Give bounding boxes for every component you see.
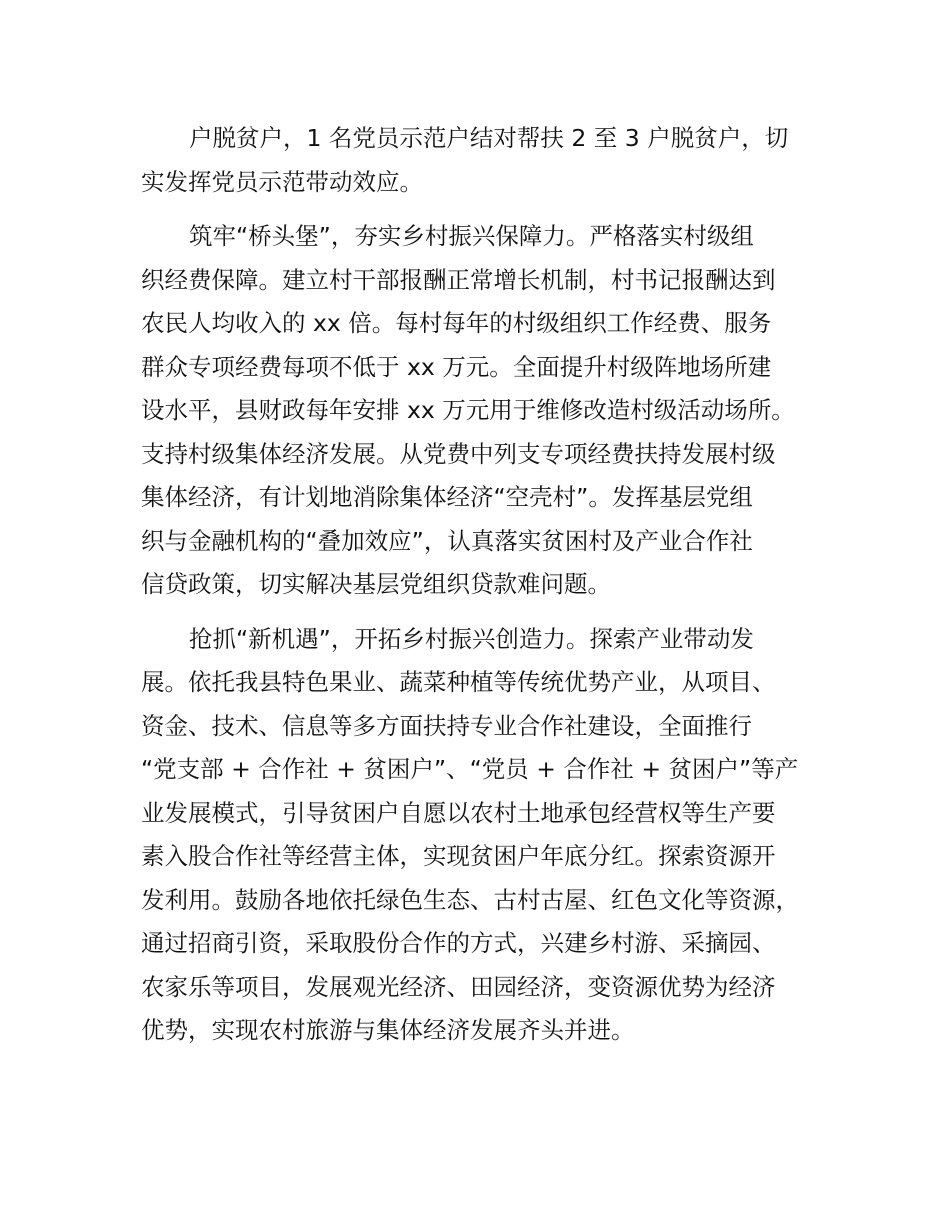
- text-line: 展。依托我县特色果业、蔬菜种植等传统优势产业，从项目、: [141, 668, 776, 696]
- text-line: 素入股合作社等经营主体，实现贫困户年底分红。探索资源开: [141, 842, 776, 870]
- text-line: 农民人均收入的 xx 倍。每村每年的村级组织工作经费、服务: [141, 309, 772, 337]
- text-line: 筑牢“桥头堡”，夯实乡村振兴保障力。严格落实村级组: [189, 222, 754, 250]
- text-line: 信贷政策，切实解决基层党组织贷款难问题。: [141, 570, 611, 598]
- text-line: 户脱贫户，1 名党员示范户结对帮扶 2 至 3 户脱贫户，切: [189, 124, 789, 152]
- paragraph-party-member-demonstration: [141, 117, 831, 204]
- text-line: 实发挥党员示范带动效应。: [141, 167, 423, 196]
- paragraph-bridgehead-guarantee: [141, 215, 831, 607]
- text-line: 优势，实现农村旅游与集体经济发展齐头并进。: [141, 1016, 635, 1044]
- paragraph-new-opportunities: [141, 618, 831, 1053]
- text-line: “党支部 + 合作社 + 贫困户”、“党员 + 合作社 + 贫困户”等产: [141, 755, 799, 783]
- text-line: 支持村级集体经济发展。从党费中列支专项经费扶持发展村级: [141, 439, 776, 468]
- text-line: 织经费保障。建立村干部报酬正常增长机制，村书记报酬达到: [141, 265, 776, 294]
- text-line: 业发展模式，引导贫困户自愿以农村土地承包经营权等生产要: [141, 798, 776, 827]
- text-line: 集体经济，有计划地消除集体经济“空壳村”。发挥基层党组: [141, 483, 753, 511]
- text-line: 抢抓“新机遇”，开拓乡村振兴创造力。探索产业带动发: [189, 624, 754, 653]
- text-line: 织与金融机构的“叠加效应”，认真落实贫困村及产业合作社: [141, 526, 753, 555]
- text-line: 群众专项经费每项不低于 xx 万元。全面提升村级阵地场所建: [141, 352, 772, 381]
- text-line: 农家乐等项目，发展观光经济、田园经济，变资源优势为经济: [141, 972, 776, 1001]
- text-line: 发利用。鼓励各地依托绿色生态、古村古屋、红色文化等资源，: [141, 885, 799, 914]
- text-line: 设水平，县财政每年安排 xx 万元用于维修改造村级活动场所。: [141, 396, 795, 424]
- text-line: 通过招商引资，采取股份合作的方式，兴建乡村游、采摘园、: [141, 929, 776, 957]
- text-line: 资金、技术、信息等多方面扶持专业合作社建设，全面推行: [141, 711, 752, 740]
- document-page: [141, 117, 831, 1053]
